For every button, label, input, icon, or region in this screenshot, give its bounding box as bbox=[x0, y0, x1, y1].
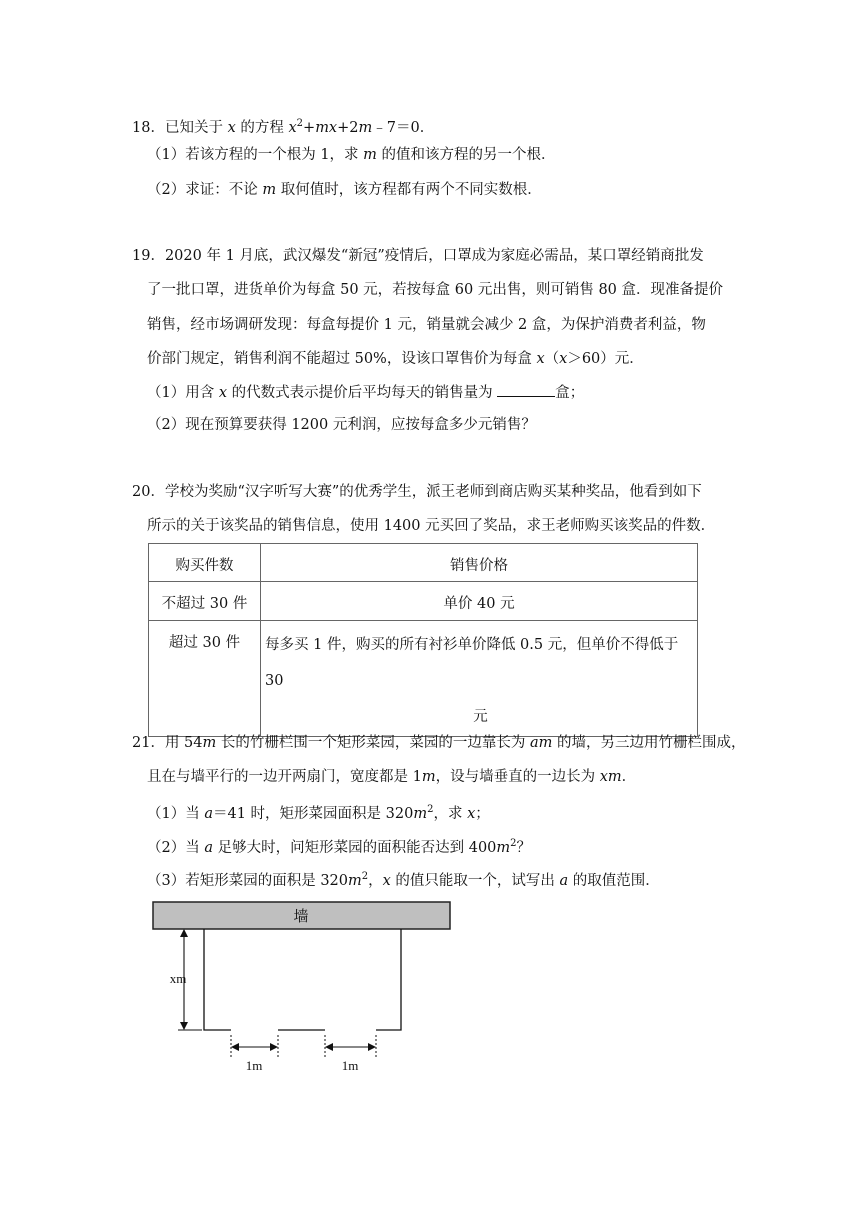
table-cell: 不超过 30 件 bbox=[149, 582, 261, 621]
table-cell: 每多买 1 件，购买的所有衬衫单价降低 0.5 元，但单价不得低于 30 元 bbox=[261, 621, 698, 737]
wall-label: 墙 bbox=[293, 907, 309, 925]
door1-label: 1m bbox=[245, 1058, 263, 1073]
q19-line4: 价部门规定，销售利润不能超过 50%，设该口罩售价为每盒 x（x＞60）元． bbox=[147, 351, 644, 367]
side-label: xm bbox=[169, 971, 187, 986]
q19-line2: 了一批口罩，进货单价为每盒 50 元，若按每盒 60 元出售，则可销售 80 盒．现准备提价 bbox=[147, 282, 724, 298]
prize-table bbox=[148, 543, 698, 737]
fence-right bbox=[376, 929, 401, 1030]
q20-line2: 所示的关于该奖品的销售信息，使用 1400 元买回了奖品，求王老师购买该奖品的件数． bbox=[147, 518, 716, 534]
q19-part2: （2）现在预算要获得 1200 元利润，应按每盒多少元销售？ bbox=[147, 417, 536, 433]
answer-blank[interactable] bbox=[497, 382, 555, 397]
q21-part3: （3）若矩形菜园的面积是 $320m^2$，x 的值只能取一个，试写出 a 的取值范围． bbox=[147, 871, 660, 889]
q21-part1: （1）当 a＝41 时，矩形菜园面积是 $320m^2$，求 x； bbox=[147, 804, 490, 822]
q21-part2: （2）当 a 足够大时，问矩形菜园的面积能否达到 $400m^2$？ bbox=[147, 838, 532, 856]
q21-line2: 且在与墙平行的一边开两扇门，宽度都是 1m，设与墙垂直的一边长为 xm． bbox=[147, 769, 637, 785]
q18-stem: 18．已知关于 x 的方程 $x^2+mx+2m﹣7=0$． bbox=[132, 118, 435, 136]
table-row bbox=[149, 621, 698, 737]
q18-part1: （1）若该方程的一个根为 1，求 m 的值和该方程的另一个根． bbox=[147, 147, 556, 163]
q19-line1: 19．2020 年 1 月底，武汉爆发“新冠”疫情后，口罩成为家庭必需品，某口罩经销商批发 bbox=[132, 248, 704, 264]
table-cell: 超过 30 件 bbox=[149, 621, 261, 737]
q18-part2: （2）求证：不论 m 取何值时，该方程都有两个不同实数根． bbox=[147, 182, 542, 198]
q21-line1: 21．用 54m 长的竹栅栏围一个矩形菜园，菜园的一边靠长为 am 的墙，另三边用竹栅栏围成， bbox=[132, 735, 746, 751]
q19-part1: （1）用含 x 的代数式表示提价后平均每天的销售量为 盒； bbox=[147, 382, 584, 403]
table-row bbox=[149, 582, 698, 621]
fence-left bbox=[204, 929, 231, 1030]
q19-line3: 销售，经市场调研发现：每盒每提价 1 元，销量就会减少 2 盒，为保护消费者利益，物 bbox=[147, 317, 706, 333]
door2-label: 1m bbox=[341, 1058, 359, 1073]
table-cell: 单价 40 元 bbox=[261, 582, 698, 621]
garden-figure bbox=[150, 896, 460, 1078]
header-quantity: 购买件数 bbox=[149, 544, 261, 582]
table-header-row bbox=[149, 544, 698, 582]
q20-line1: 20．学校为奖励“汉字听写大赛”的优秀学生，派王老师到商店购买某种奖品，他看到如下 bbox=[132, 484, 702, 500]
header-price: 销售价格 bbox=[261, 544, 698, 582]
